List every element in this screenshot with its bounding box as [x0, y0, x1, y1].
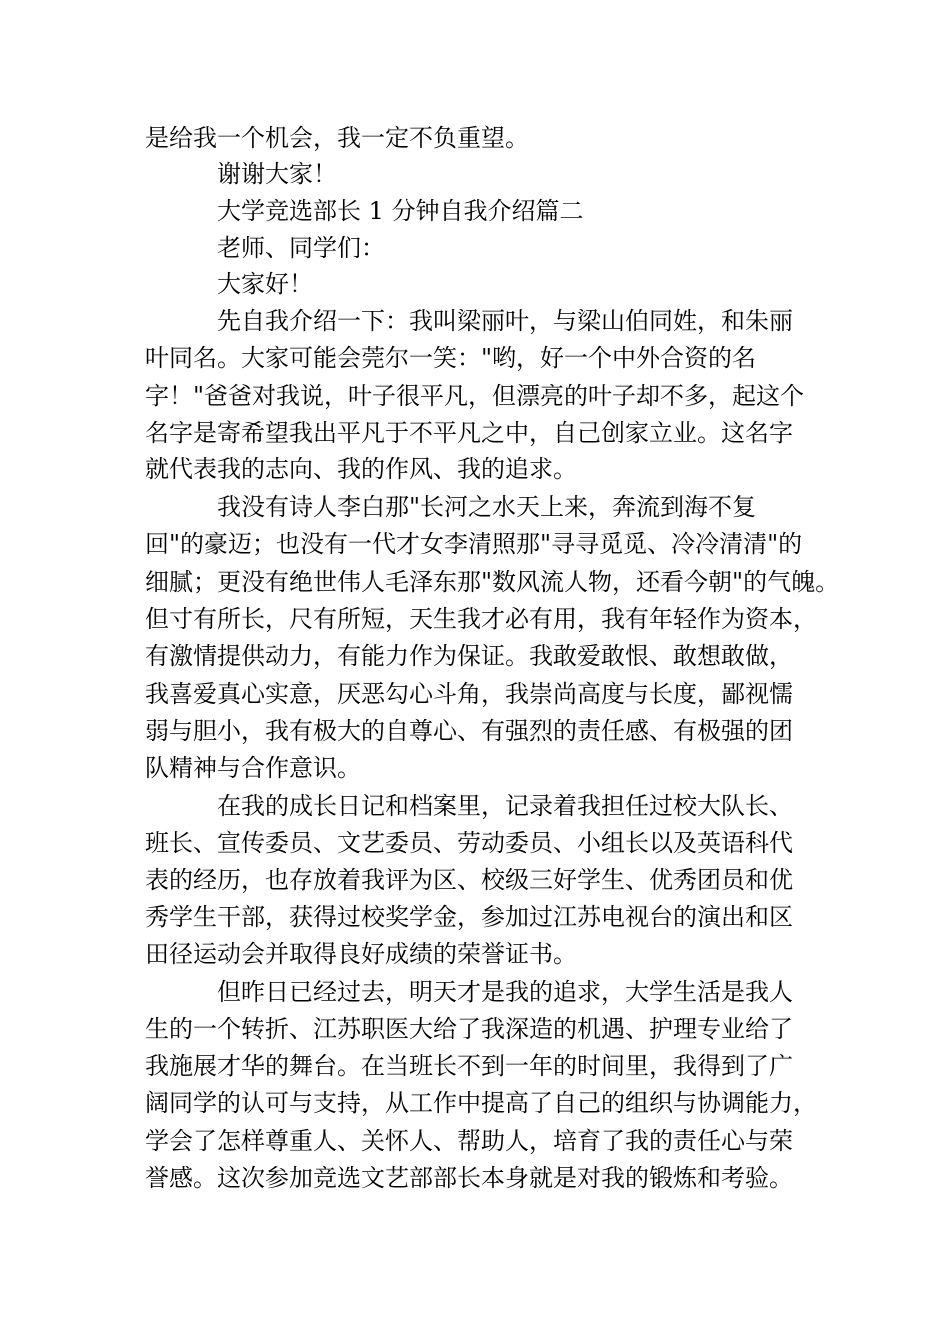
text-line: 回"的豪迈；也没有一代才女李清照那"寻寻觅觅、冷冷清清"的 — [145, 530, 803, 558]
text-line: 有激情提供动力，有能力作为保证。我敢爱敢恨、敢想敢做， — [145, 642, 793, 670]
text-line: 誉感。这次参加竞选文艺部部长本身就是对我的锻炼和考验。 — [145, 1164, 793, 1192]
text-line: 但昨日已经过去，明天才是我的追求，大学生活是我人 — [217, 978, 793, 1006]
text-line: 班长、宣传委员、文艺委员、劳动委员、小组长以及英语科代 — [145, 829, 793, 857]
text-line: 表的经历，也存放着我评为区、校级三好学生、优秀团员和优 — [145, 866, 793, 894]
text-line: 田径运动会并取得良好成绩的荣誉证书。 — [145, 940, 577, 968]
text-line: 先自我介绍一下：我叫梁丽叶，与梁山伯同姓，和朱丽 — [217, 307, 793, 335]
text-line: 秀学生干部，获得过校奖学金，参加过江苏电视台的演出和区 — [145, 903, 793, 931]
section-title: 大学竞选部长 1 分钟自我介绍篇二 — [217, 197, 584, 225]
text-line: 学会了怎样尊重人、关怀人、帮助人，培育了我的责任心与荣 — [145, 1127, 793, 1155]
text-line: 谢谢大家！ — [217, 160, 337, 188]
text-line: 弱与胆小，我有极大的自尊心、有强烈的责任感、有极强的团 — [145, 717, 793, 745]
text-line: 我施展才华的舞台。在当班长不到一年的时间里，我得到了广 — [145, 1052, 793, 1080]
text-line: 是给我一个机会，我一定不负重望。 — [145, 124, 529, 152]
text-line: 但寸有所长，尺有所短，天生我才必有用，我有年轻作为资本， — [145, 605, 817, 633]
text-line: 阔同学的认可与支持，从工作中提高了自己的组织与协调能力， — [145, 1089, 817, 1117]
text-line: 就代表我的志向、我的作风、我的追求。 — [145, 455, 577, 483]
greeting: 大家好！ — [217, 270, 313, 298]
text-line: 我没有诗人李白那"长河之水天上来，奔流到海不复 — [217, 493, 757, 521]
text-line: 名字是寄希望我出平凡于不平凡之中，自己创家立业。这名字 — [145, 419, 793, 447]
salutation: 老师、同学们： — [217, 234, 385, 262]
text-line: 队精神与合作意识。 — [145, 754, 361, 782]
text-line: 在我的成长日记和档案里，记录着我担任过校大队长、 — [217, 792, 793, 820]
text-line: 叶同名。大家可能会莞尔一笑："哟，好一个中外合资的名 — [145, 344, 757, 372]
text-line: 字！"爸爸对我说，叶子很平凡，但漂亮的叶子却不多，起这个 — [145, 382, 805, 410]
text-line: 我喜爱真心实意，厌恶勾心斗角，我崇尚高度与长度，鄙视懦 — [145, 680, 793, 708]
text-line: 生的一个转折、江苏职医大给了我深造的机遇、护理专业给了 — [145, 1015, 793, 1043]
text-line: 细腻；更没有绝世伟人毛泽东那"数风流人物，还看今朝"的气魄。 — [145, 568, 840, 596]
